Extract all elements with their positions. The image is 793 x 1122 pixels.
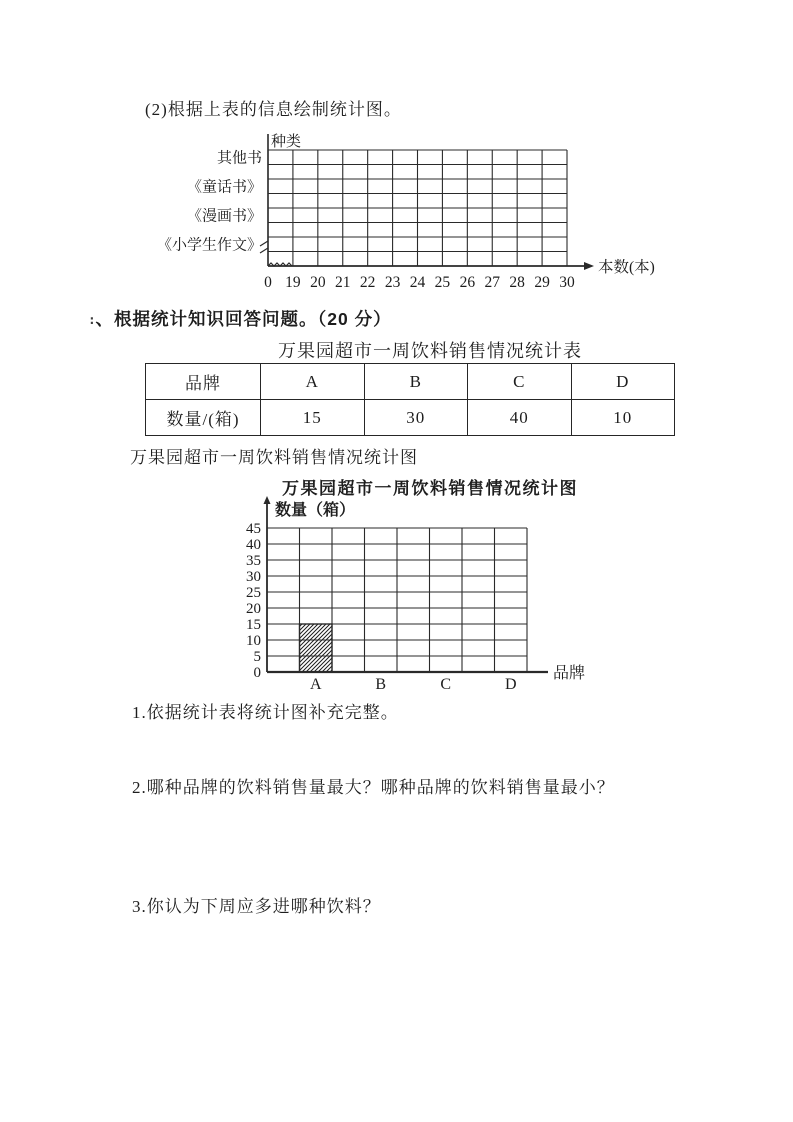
question-3: 3.你认为下周应多进哪种饮料？ xyxy=(132,897,381,916)
chart1-xtick: 23 xyxy=(384,274,401,291)
chart1-xtick: 29 xyxy=(534,274,550,291)
chart1-ylabel: 种类 xyxy=(271,134,302,150)
chart2-y-arrow xyxy=(264,496,271,504)
chart1-xtick: 27 xyxy=(484,274,500,291)
question-1: 1.依据统计表将统计图补充完整。 xyxy=(132,703,399,722)
chart2-ytick: 25 xyxy=(246,585,261,601)
table-cell-qty-a: 15 xyxy=(261,400,365,436)
section-score: （20 分） xyxy=(317,309,392,329)
chart2-title: 万果园超市一周饮料销售情况统计图 xyxy=(282,479,578,498)
table-title: 万果园超市一周饮料销售情况统计表 xyxy=(278,341,582,361)
chart2-xlabel: 品牌 xyxy=(553,665,586,682)
table-cell-qty-d: 10 xyxy=(571,400,675,436)
table-header-row xyxy=(146,364,675,400)
chart1-category-label: 《漫画书》 xyxy=(186,208,262,225)
table-cell-brand-label: 品牌 xyxy=(146,364,261,400)
chart2-category-label: B xyxy=(375,676,387,693)
chart1-xtick: 19 xyxy=(285,274,301,291)
table-cell-brand-c: C xyxy=(468,364,572,400)
drinks-chart xyxy=(230,492,590,707)
chart2-ytick: 10 xyxy=(246,633,261,649)
instruction-text: (2)根据上表的信息绘制统计图。 xyxy=(145,100,402,119)
question-2: 2.哪种品牌的饮料销售量最大？哪种品牌的饮料销售量最小？ xyxy=(132,778,615,797)
table-cell-brand-d: D xyxy=(571,364,675,400)
chart1-xtick: 26 xyxy=(459,274,476,291)
chart2-ytick: 20 xyxy=(246,601,261,617)
chart1-xtick: 25 xyxy=(434,274,451,291)
chart2-category-label: D xyxy=(504,676,517,693)
chart2-ytick: 45 xyxy=(246,521,261,537)
chart1-category-label: 《小学生作文》 xyxy=(156,237,262,254)
table-cell-brand-a: A xyxy=(261,364,365,400)
chart2-ytick: 15 xyxy=(246,617,261,633)
section-header xyxy=(90,306,392,331)
chart2-ytick: 0 xyxy=(253,665,261,681)
chart2-ytick: 40 xyxy=(246,537,261,553)
chart1-x-arrow xyxy=(584,262,594,270)
section-title: 、根据统计知识回答问题。 xyxy=(95,309,318,329)
table-data-row xyxy=(146,400,675,436)
chart1-xtick: 22 xyxy=(359,274,376,291)
section-edge-mark: ∶ xyxy=(90,314,95,328)
chart1-xlabel: 本数(本) xyxy=(598,259,655,276)
chart1-xtick: 28 xyxy=(509,274,525,291)
chart2-category-label: A xyxy=(309,676,322,693)
chart1-xtick: 24 xyxy=(409,274,426,291)
sales-table xyxy=(145,363,675,436)
table-cell-qty-c: 40 xyxy=(468,400,572,436)
chart1-xtick: 30 xyxy=(559,274,575,291)
chart1-xtick: 20 xyxy=(310,274,326,291)
chart2-caption: 万果园超市一周饮料销售情况统计图 xyxy=(130,448,418,467)
chart2-ytick: 30 xyxy=(246,569,261,585)
table-cell-qty-b: 30 xyxy=(364,400,468,436)
chart2-ytick: 35 xyxy=(246,553,261,569)
chart2-ylabel: 数量（箱） xyxy=(275,502,356,519)
table-cell-qty-label: 数量/(箱) xyxy=(146,400,261,436)
table-cell-brand-b: B xyxy=(364,364,468,400)
chart1-category-label: 《童话书》 xyxy=(186,179,262,196)
chart2-ytick: 5 xyxy=(253,649,261,665)
chart1-xtick: 21 xyxy=(335,274,351,291)
chart1-xtick: 0 xyxy=(264,274,272,291)
books-chart xyxy=(158,126,718,298)
chart2-bar-A xyxy=(300,624,333,672)
chart2-category-label: C xyxy=(440,676,452,693)
chart1-category-label: 其他书 xyxy=(216,150,262,167)
